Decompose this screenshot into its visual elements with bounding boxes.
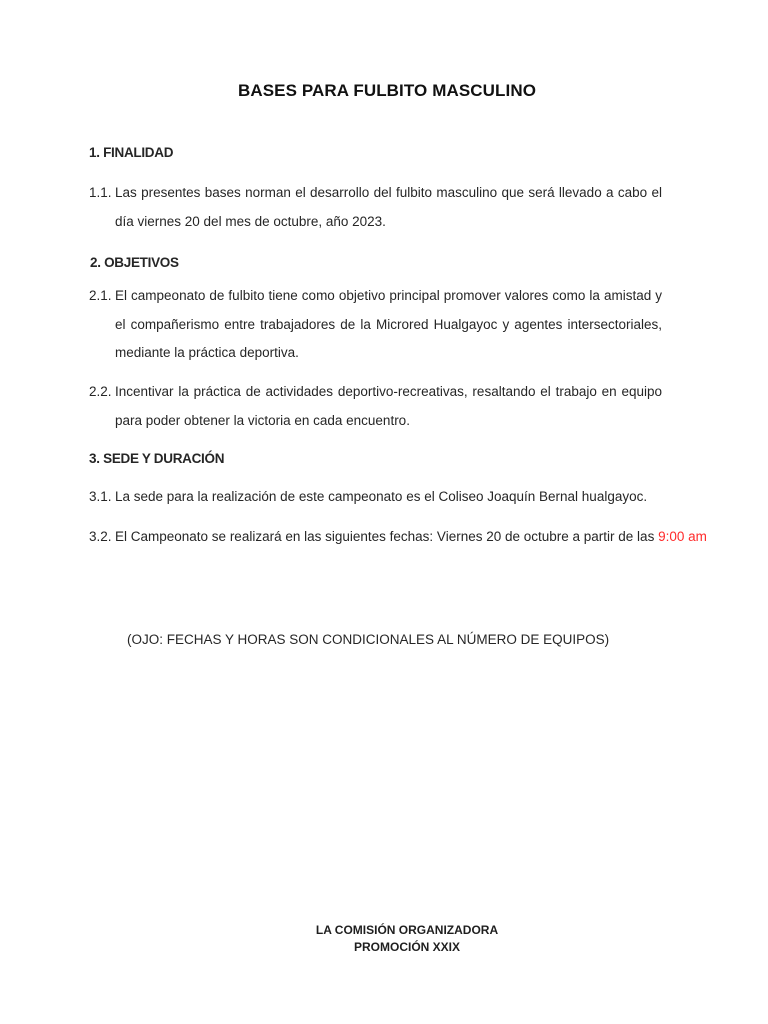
item-number: 2.1. xyxy=(89,288,112,303)
section-heading-sede-duracion: 3. SEDE Y DURACIÓN xyxy=(89,451,225,466)
item-text: El campeonato de fulbito tiene como objetivo principal promover valores como la amistad y el compañerismo entre trabajadores de la Microred Hualgayoc y agentes intersectoriales, mediante la práctica deportiva. xyxy=(115,288,662,360)
start-time-highlight: 9:00 am xyxy=(658,529,707,544)
item-number: 3.2. xyxy=(89,529,112,544)
conditional-note: (OJO: FECHAS Y HORAS SON CONDICIONALES AL NÚMERO DE EQUIPOS) xyxy=(127,632,610,647)
item-number: 3.1. xyxy=(89,489,112,504)
item-text: La sede para la realización de este campeonato es el Coliseo Joaquín Bernal hualgayoc. xyxy=(115,489,648,504)
list-item-3-2 xyxy=(89,523,729,552)
document-title: BASES PARA FULBITO MASCULINO xyxy=(237,81,537,100)
section-heading-objetivos: 2. OBJETIVOS xyxy=(90,255,179,270)
item-number: 1.1. xyxy=(89,185,112,200)
section-heading-finalidad: 1. FINALIDAD xyxy=(89,145,174,160)
item-text-container xyxy=(89,523,729,552)
list-item-2-1 xyxy=(89,282,662,368)
item-text: Incentivar la práctica de actividades deportivo-recreativas, resaltando el trabajo en equipo para poder obtener la victoria en cada encuentro. xyxy=(115,384,662,428)
item-text: El Campeonato se realizará en las siguientes fechas: Viernes 20 de octubre a partir de las xyxy=(115,529,655,544)
list-item-1-1 xyxy=(89,179,662,236)
list-item-3-1 xyxy=(89,483,662,512)
list-item-2-2 xyxy=(89,378,662,435)
item-number: 2.2. xyxy=(89,384,112,399)
signature-line-2: PROMOCIÓN XXIX xyxy=(353,940,460,954)
item-text: Las presentes bases norman el desarrollo del fulbito masculino que será llevado a cabo el día viernes 20 del mes de octubre, año 2023. xyxy=(115,185,662,229)
signature-line-1: LA COMISIÓN ORGANIZADORA xyxy=(315,923,499,937)
